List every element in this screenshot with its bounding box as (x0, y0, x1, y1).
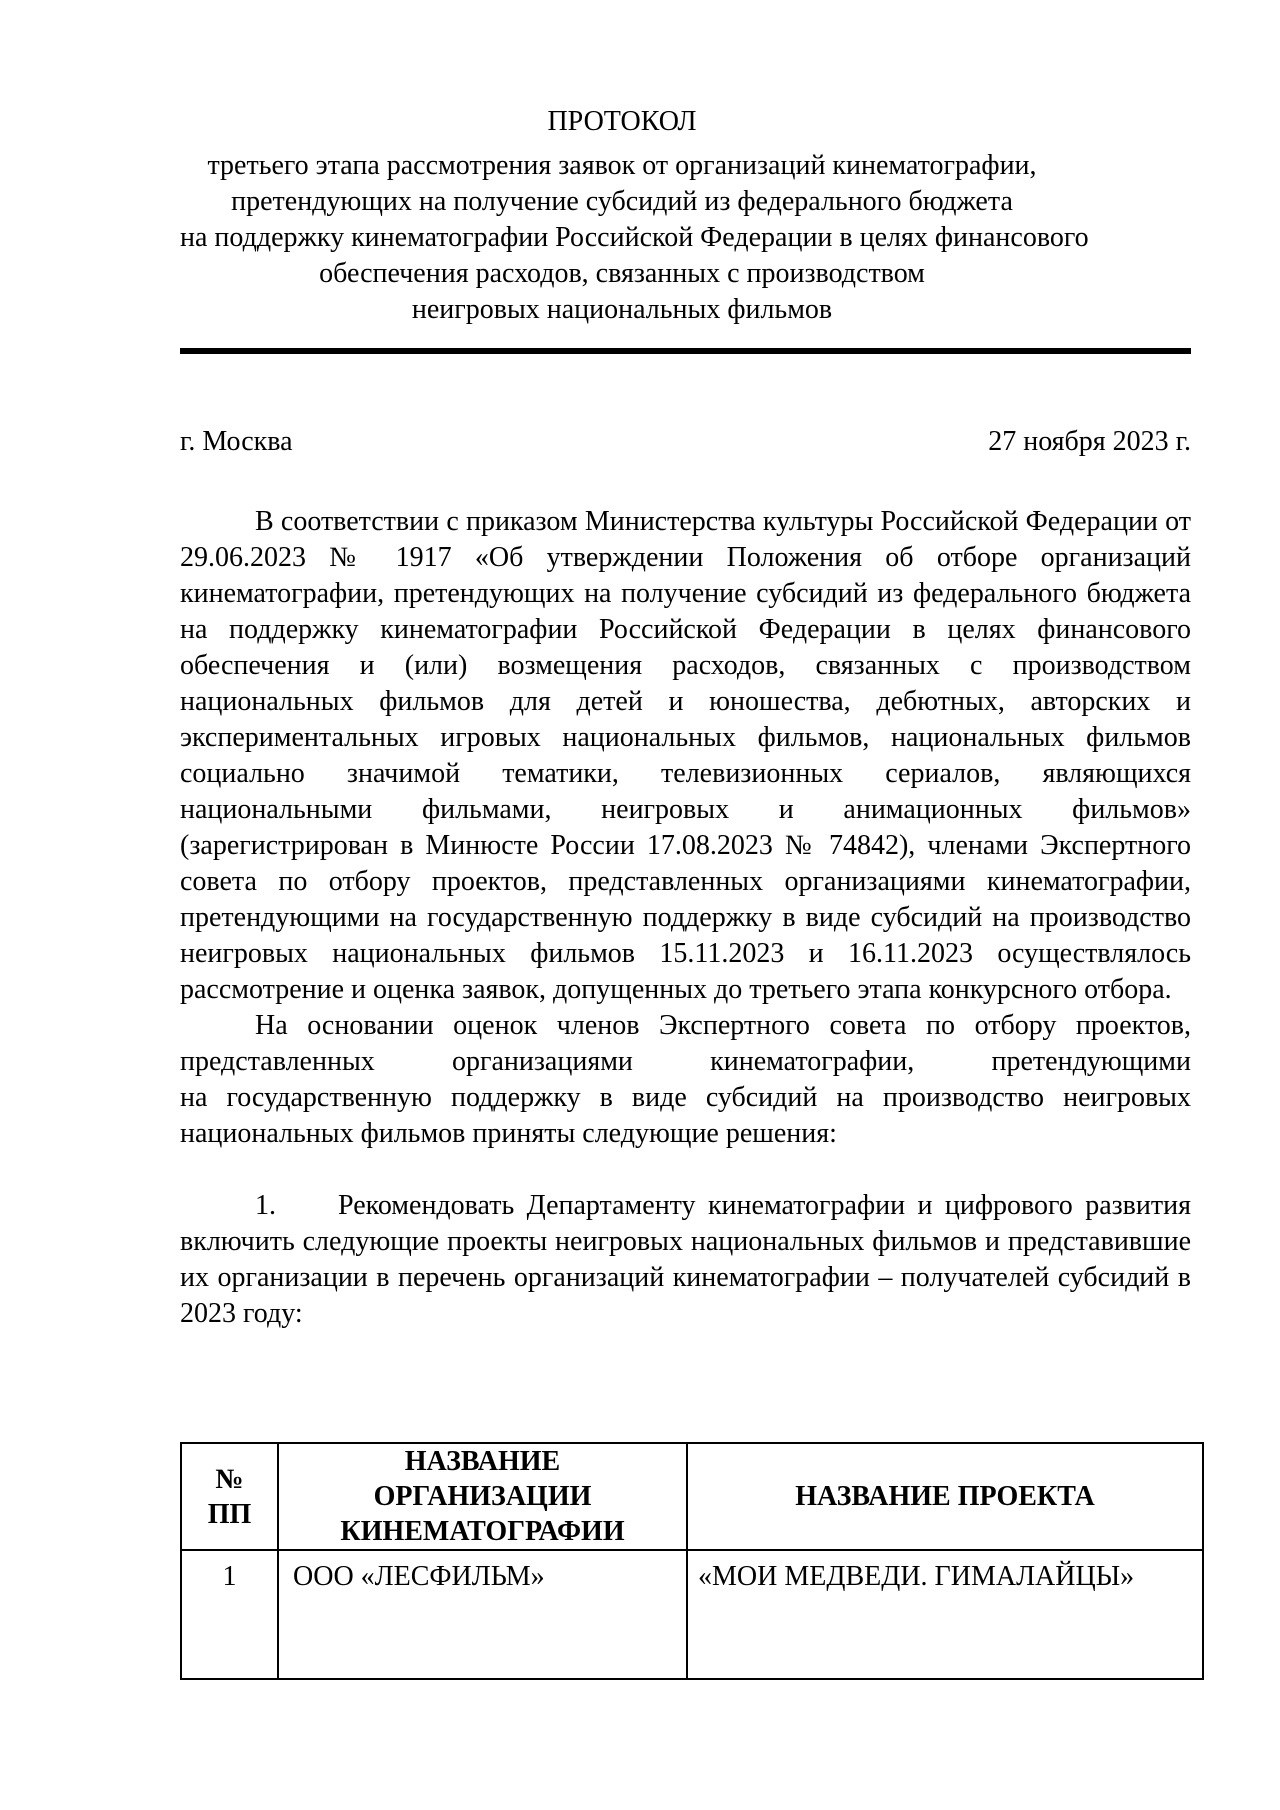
row-number-cell: 1 (181, 1550, 278, 1679)
body-paragraph-1: В соответствии с приказом Министерства культуры Российской Федерации от 29.06.2023 № 1917 «Об утверждении Положения об отборе организаций кинематографии, претендующих на получение субсидий из федерального бюджета на поддержку кинематографии Российской Федерации в целях финансового обеспечения и (или) возмещения расходов, связанных с производством национальных фильмов для детей и юношества, дебютных, авторских и экспериментальных игровых национальных фильмов, национальных фильмов социально значимой тематики, телевизионных сериалов, являющихся национальными фильмами, неигровых и анимационных фильмов» (зарегистрирован в Минюсте России 17.08.2023 № 74842), членами Экспертного совета по отбору проектов, представленных организациями кинематографии, претендующими на государственную поддержку в виде субсидий на производство неигровых национальных фильмов 15.11.2023 и 16.11.2023 осуществлялось рассмотрение и оценка заявок, допущенных до третьего этапа конкурсного отбора. (180, 506, 1191, 1005)
body-paragraph-2: На основании оценок членов Экспертного совета по отбору проектов, представленных организациями кинематографии, претендующими на государственную поддержку в виде субсидий на производство неигровых национальных фильмов приняты следующие решения: (180, 1010, 1191, 1149)
document-body (180, 504, 1191, 1332)
title-divider-rule (180, 348, 1191, 354)
document-heading (180, 0, 1089, 328)
header-cell-project (687, 1443, 1203, 1550)
document-page (180, 0, 1191, 1680)
document-subtitle-line: неигровых национальных фильмов (411, 294, 833, 325)
row-organization-cell: ООО «ЛЕСФИЛЬМ» (278, 1550, 687, 1679)
document-subtitle-line: претендующих на получение субсидий из федерального бюджета (231, 186, 1013, 217)
document-subtitle-line: обеспечения расходов, связанных с производством (319, 258, 925, 289)
header-cell-number (181, 1443, 278, 1550)
table-header-row (181, 1443, 1203, 1550)
header-cell-organization (278, 1443, 687, 1550)
document-subtitle-line: третьего этапа рассмотрения заявок от организаций кинематографии, (207, 150, 1037, 181)
projects-table (180, 1442, 1204, 1680)
table-row (181, 1550, 1203, 1679)
date-label: 27 ноября 2023 г. (988, 426, 1191, 457)
document-title: ПРОТОКОЛ (547, 106, 697, 137)
header-organization-label: НАЗВАНИЕ ОРГАНИЗАЦИИ КИНЕМАТОГРАФИИ (340, 1446, 625, 1547)
body-paragraph-3: 1. Рекомендовать Департаменту кинематографии и цифрового развития включить следующие проекты неигровых национальных фильмов и представившие их организации в перечень организаций кинематографии – получателей субсидий в 2023 году: (180, 1190, 1191, 1329)
document-subtitle-line: на поддержку кинематографии Российской Федерации в целях финансового (180, 222, 1089, 253)
header-number-line2: ПП (207, 1498, 252, 1530)
header-number-line1: № (215, 1463, 244, 1495)
place-date-line (180, 424, 1191, 460)
row-project-cell: «МОИ МЕДВЕДИ. ГИМАЛАЙЦЫ» (687, 1550, 1203, 1679)
place-label: г. Москва (180, 426, 293, 457)
header-project-label: НАЗВАНИЕ ПРОЕКТА (795, 1481, 1095, 1512)
